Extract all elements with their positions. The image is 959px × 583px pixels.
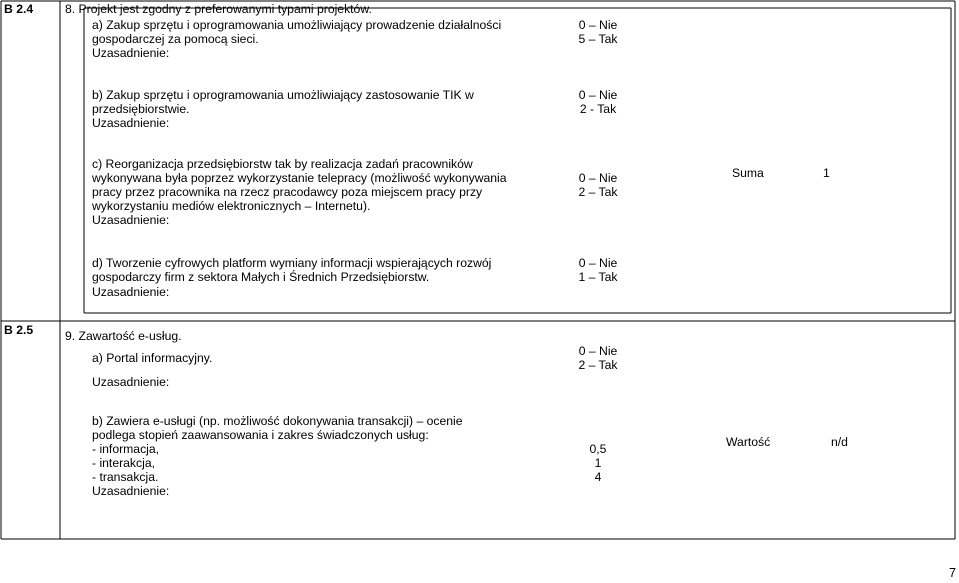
score-option: 0 – Nie [578, 256, 618, 270]
score-option: 5 – Tak [578, 32, 618, 46]
criterion-code: B 2.4 [4, 2, 34, 16]
score-option: 2 – Tak [578, 358, 618, 372]
score-option: 1 [594, 456, 602, 470]
page-number: 7 [949, 565, 956, 580]
score-option: 0 – Nie [578, 344, 618, 358]
justification-label: Uzasadnienie: [92, 285, 170, 299]
criterion-code: B 2.5 [4, 323, 34, 337]
justification-label: Uzasadnienie: [92, 46, 170, 60]
summary-label: Wartość [726, 435, 771, 449]
justification-label: Uzasadnienie: [92, 213, 170, 227]
score-option: 0 – Nie [578, 88, 618, 102]
score-option: 0 – Nie [578, 18, 618, 32]
score-option: 1 – Tak [578, 270, 618, 284]
score-option: 2 - Tak [579, 102, 617, 116]
criterion-heading: 9. Zawartość e-usług. [65, 329, 182, 343]
justification-label: Uzasadnienie: [92, 375, 170, 389]
score-option: 0 – Nie [578, 171, 618, 185]
criterion-heading: 8. Projekt jest zgodny z preferowanymi typami projektów. [65, 2, 372, 16]
summary-label: Suma [732, 166, 764, 180]
justification-label: Uzasadnienie: [92, 484, 170, 498]
score-option: 2 – Tak [578, 185, 618, 199]
justification-label: Uzasadnienie: [92, 116, 170, 130]
summary-value: n/d [831, 435, 848, 449]
score-option: 4 [594, 470, 602, 484]
score-option: 0,5 [589, 442, 607, 456]
summary-value: 1 [823, 166, 830, 180]
